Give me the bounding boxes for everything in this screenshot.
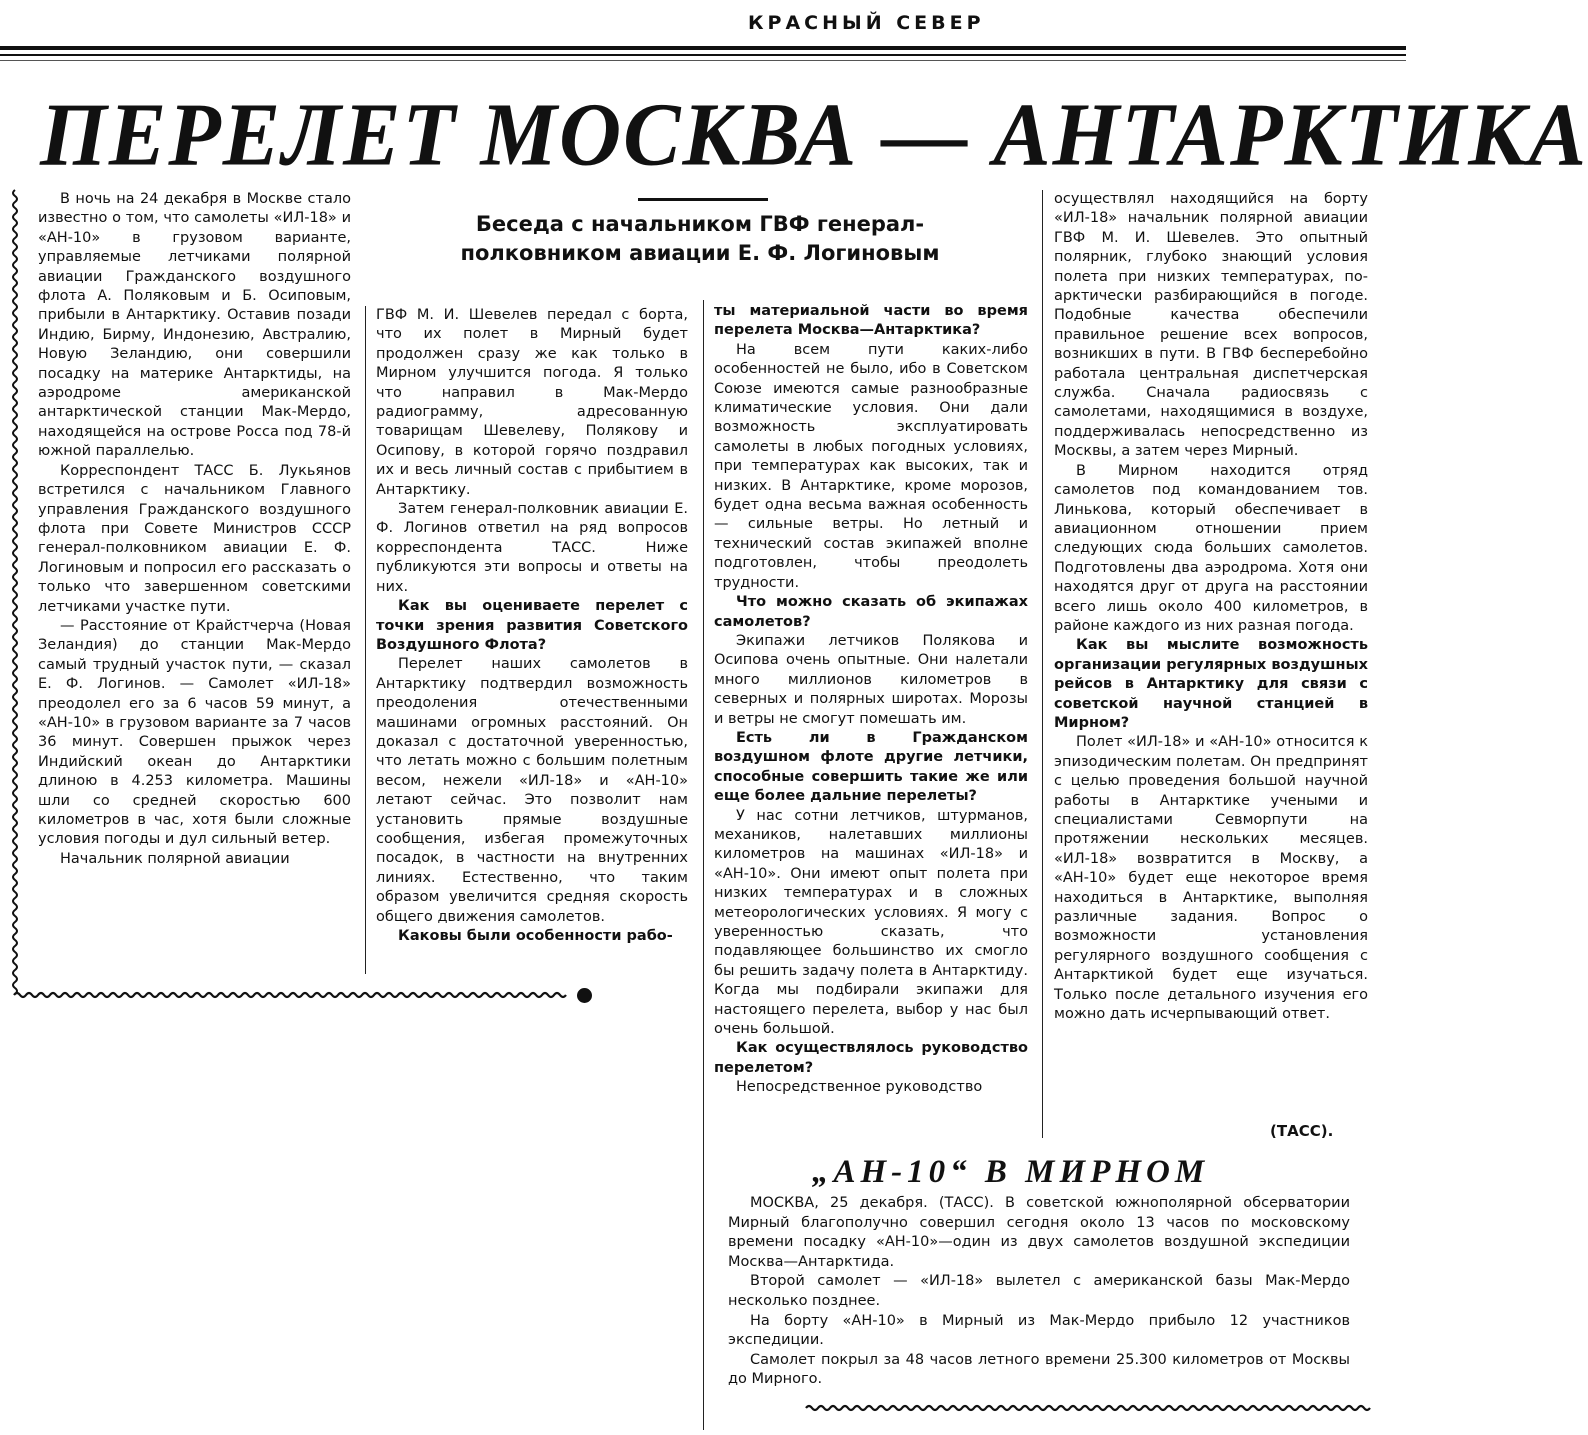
- subtitle: Беседа с начальником ГВФ генерал-полковником авиации Е. Ф. Логиновым: [460, 212, 940, 265]
- headline: ПЕРЕЛЕТ МОСКВА — АНТАРКТИКА: [40, 83, 1588, 185]
- article-paragraph: Затем генерал-полковник авиации Е. Ф. Логинов ответил на ряд вопросов корреспондента ТАСС. Ниже публикуются эти вопросы и ответы на них.: [376, 501, 688, 595]
- second-article-paragraph: Самолет покрыл за 48 часов летного времени 25.300 километров от Москвы до Мирного.: [728, 1351, 1350, 1388]
- article-paragraph: В Мирном находится отряд самолетов под командованием тов. Линькова, который обеспечивает в авиационном отношении прием следующих сюда больших самолетов. Подготовлены два аэродрома. Хотя они находятся друг от друга на расстоянии всего лишь около 400 километров, в районе каждого из них разная погода.: [1054, 462, 1368, 634]
- article-column-3: [714, 302, 1028, 1098]
- subtitle-rule: [638, 198, 768, 201]
- article-paragraph: Непосредственное руководство: [736, 1079, 983, 1096]
- tass-signature: (ТАСС).: [1270, 1122, 1334, 1140]
- masthead-rule-thin: [0, 60, 1406, 61]
- article-paragraph: Экипажи летчиков Полякова и Осипова очень опытные. Они налетали много миллионов километров в северных и полярных широтах. Морозы и ветры не смогут помешать им.: [714, 632, 1028, 727]
- article-paragraph: Полет «ИЛ-18» и «АН-10» относится к эпизодическим полетам. Он предпринят с целью проведения большой научной работы в Антарктике учеными и специалистами Севморпути на протяжении нескольких месяцев. «ИЛ-18» возвратится в Москву, а «АН-10» будет еще некоторое время находиться в Антарктике, выполняя различные задания. Вопрос о возможности установления регулярного воздушного сообщения с Антарктикой будет еще изучаться. Только после детального изучения его можно дать исчерпывающий ответ.: [1054, 734, 1369, 1023]
- article-paragraph: ГВФ М. И. Шевелев передал с борта, что их полет в Мирный будет продолжен сразу же как только в Мирном улучшится погода. Я только что направил в Мак-Мердо радиограмму, адресованную товарищам Шевелеву, Полякову и Осипову, в которой горячо поздравил их и весь личный состав с прибытием в Антарктику.: [376, 307, 688, 498]
- article-paragraph: Перелет наших самолетов в Антарктику подтвердил возможность преодоления отечественными машинами огромных расстояний. Он доказал с достаточной уверенностью, что летать можно с большим полетным весом, нежели «ИЛ-18» и «АН-10» летают сейчас. Это позволит нам установить прямые воздушные сообщения, избегая промежуточных посадок, в частности на внутренних линиях. Естественно, что таким образом увеличится средняя скорость общего движения самолетов.: [376, 656, 688, 925]
- column-divider: [703, 300, 704, 1430]
- article-paragraph: В ночь на 24 декабря в Москве стало известно о том, что самолеты «ИЛ-18» и «АН-10» в грузовом варианте, управляемые летчиками полярной авиации Гражданского воздушного флота А. Поляковым и Б. Осиповым, прибыли в Антарктику. Оставив позади Индию, Бирму, Индонезию, Австралию, Новую Зеландию, они совершили посадку на материке Антарктиды, на аэродроме американской антарктической станции Мак-Мердо, находящейся на острове Росса под 78-й южной параллелью.: [38, 191, 351, 460]
- bottom-right-border-wave: [806, 1400, 1366, 1416]
- column-divider: [1042, 190, 1043, 1138]
- masthead-rule-secondary: [0, 54, 1406, 56]
- article-paragraph: Корреспондент ТАСС Б. Лукьянов встретился с начальником Главного управления Гражданского воздушного флота при Совете Министров СССР генерал-полковником авиации Е. Ф. Логиновым и попросил его рассказать о только что завершенном советскими летчиками участке пути.: [38, 462, 351, 615]
- masthead-rule: [0, 46, 1406, 50]
- article-column-2: [376, 306, 688, 946]
- article-paragraph: Начальник полярной авиации: [60, 850, 290, 867]
- interview-question: Есть ли в Гражданском воздушном флоте другие летчики, способные совершить такие же или еще более дальние перелеты?: [714, 729, 1028, 805]
- article-column-4: [1054, 190, 1368, 1024]
- second-article-paragraph: Второй самолет — «ИЛ-18» вылетел с американской базы Мак-Мердо несколько позднее.: [728, 1273, 1350, 1309]
- interview-question: ты материальной части во время перелета Москва—Антарктика?: [714, 303, 1028, 339]
- interview-question: Что можно сказать об экипажах самолетов?: [714, 594, 1028, 630]
- article-column-1: [38, 190, 351, 869]
- article-paragraph: — Расстояние от Крайстчерча (Новая Зеландия) до станции Мак-Мердо самый трудный участок пути, — сказал Е. Ф. Логинов. — Самолет «ИЛ-18» преодолел его за 6 часов 59 минут, а «АН-10» в грузовом варианте за 7 часов 36 минут. Совершен прыжок через Индийский океан до Антарктики длиною в 4.253 километра. Машины шли со средней скоростью 600 километров в час, хотя были сложные условия погоды и дул сильный ветер.: [38, 617, 351, 848]
- interview-question: Как осуществлялось руководство перелетом?: [714, 1040, 1028, 1076]
- second-article-paragraph: МОСКВА, 25 декабря. (ТАСС). В советской южнополярной обсерватории Мирный благополучно совершил сегодня около 13 часов по московскому времени посадку «АН-10»—один из двух самолетов воздушной экспедиции Москва—Антарктида.: [728, 1195, 1350, 1270]
- bottom-border-wave: [14, 988, 564, 1002]
- article-paragraph: У нас сотни летчиков, штурманов, механиков, налетавших миллионы километров на машинах «ИЛ-18» и «АН-10». Они имеют опыт полета при низких температурах и в сложных метеорологических условиях. Я могу с уверенностью сказать, что подавляющее большинство их смогло бы решить задачу полета в Антарктиду. Когда мы подбирали экипажи для настоящего перелета, выбор у нас был очень большой.: [714, 807, 1028, 1038]
- left-border-wave: [8, 190, 22, 995]
- column-divider: [365, 306, 366, 974]
- second-article-paragraph: На борту «АН-10» в Мирный из Мак-Мердо прибыло 12 участников экспедиции.: [728, 1312, 1350, 1349]
- article-paragraph: На всем пути каких-либо особенностей не было, ибо в Советском Союзе имеются самые разнообразные климатические условия. Они дали возможность эксплуатировать самолеты в любых погодных условиях, при температурах как высоких, так и низких. В Антарктике, кроме морозов, будет одна весьма важная особенность — сильные ветры. Но летный и технический состав экипажей вполне подготовлен, чтобы преодолеть трудности.: [714, 341, 1028, 591]
- interview-question: Каковы были особенности рабо-: [398, 928, 673, 944]
- second-article-body: [728, 1194, 1350, 1390]
- masthead: [0, 0, 1406, 50]
- article-paragraph: осуществлял находящийся на борту «ИЛ-18» начальник полярной авиации ГВФ М. И. Шевелев. Это опытный полярник, глубоко знающий условия полета при низких температурах, по-арктически разбирающийся в погоде. Подобные качества обеспечили правильное решение всех вопросов, возникших в пути. В ГВФ бесперебойно работала центральная диспетчерская служба. Сначала радиосвязь с самолетами, находящимися в воздухе, поддерживалась непосредственно из Москвы, а затем через Мирный.: [1054, 191, 1368, 460]
- interview-question: Как вы мыслите возможность организации регулярных воздушных рейсов в Антарктику для связи с советской научной станцией в Мирном?: [1054, 637, 1368, 731]
- newspaper-name: КРАСНЫЙ СЕВЕР: [748, 12, 985, 34]
- bullet-dot: [577, 988, 592, 1003]
- interview-question: Как вы оцениваете перелет с точки зрения развития Советского Воздушного Флота?: [376, 598, 688, 653]
- second-article-title: „АН-10“ В МИРНОМ: [812, 1154, 1210, 1190]
